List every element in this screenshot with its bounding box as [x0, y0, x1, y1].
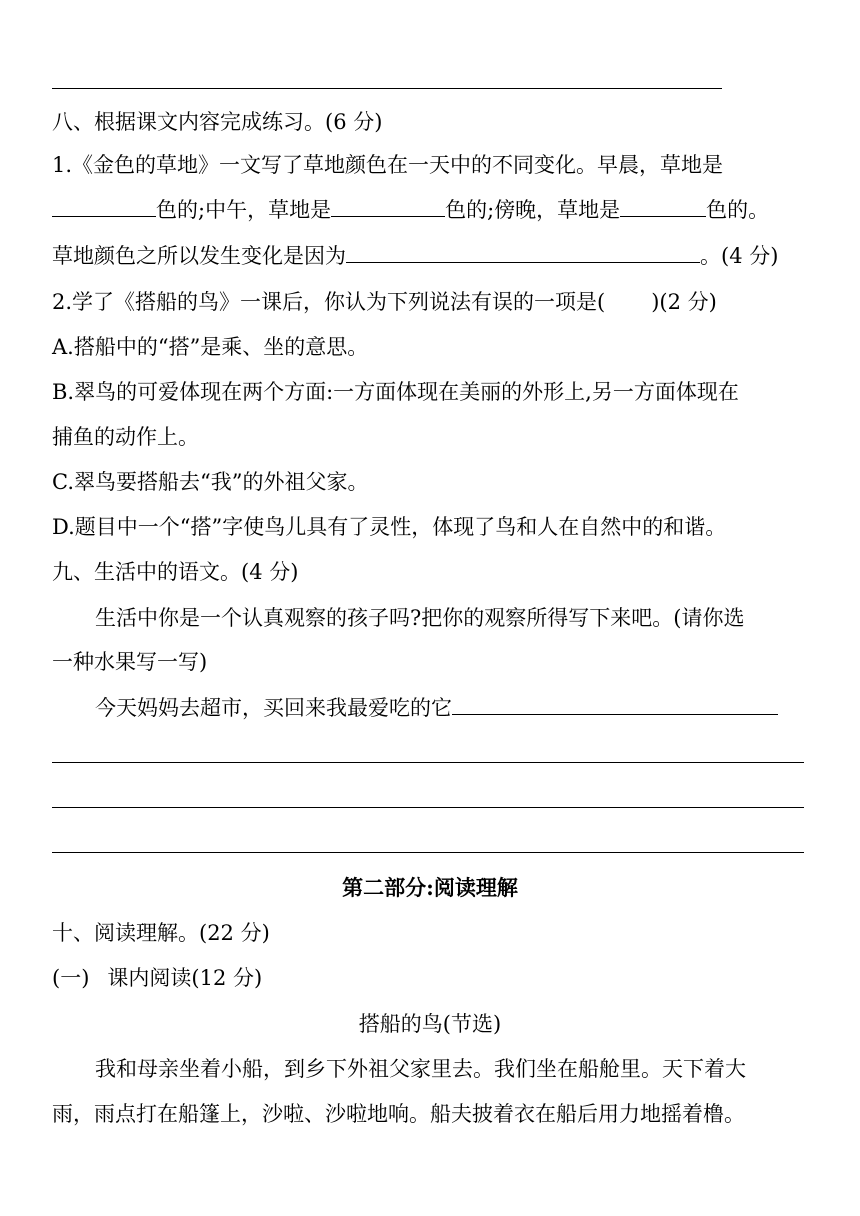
section-9-writing-start	[95, 694, 778, 722]
q2-stem-b: )(2 分)	[651, 290, 717, 314]
q2-stem-a: 2.学了《搭船的鸟》一课后，你认为下列说法有误的一项是(	[52, 290, 606, 314]
q1-part2: 色的;傍晚，草地是	[445, 198, 621, 222]
q1-line3b: 。(4 分)	[700, 244, 779, 268]
part-2-title: 第二部分:阅读理解	[342, 875, 518, 900]
blank-noon-color[interactable]	[331, 196, 445, 217]
q1-part1: 色的;中午，草地是	[156, 198, 332, 222]
q1-line3	[52, 242, 778, 270]
q1-line2	[52, 196, 769, 224]
subsection-number: (一)	[52, 966, 90, 990]
subsection-1-heading	[52, 964, 262, 992]
writing-line-1[interactable]	[52, 762, 804, 763]
writing-line-2[interactable]	[52, 807, 804, 808]
section-9-prompt-line1: 生活中你是一个认真观察的孩子吗?把你的观察所得写下来吧。(请你选	[95, 606, 745, 630]
blank-evening-color[interactable]	[620, 196, 706, 217]
passage-para-line1: 我和母亲坐着小船，到乡下外祖父家里去。我们坐在船舱里。天下着大	[95, 1057, 746, 1081]
q2-option-c: C.翠鸟要搭船去“我”的外祖父家。	[52, 470, 369, 494]
q2-option-d: D.题目中一个“搭”字使鸟儿具有了灵性，体现了鸟和人在自然中的和谐。	[52, 515, 727, 539]
section-9-heading: 九、生活中的语文。(4 分)	[52, 560, 299, 584]
writing-blank-first[interactable]	[452, 694, 778, 715]
q1-line1: 1.《金色的草地》一文写了草地颜色在一天中的不同变化。早晨，草地是	[52, 153, 724, 177]
writing-start-text: 今天妈妈去超市，买回来我最爱吃的它	[95, 696, 452, 720]
section-8-heading: 八、根据课文内容完成练习。(6 分)	[52, 110, 383, 134]
writing-line-3[interactable]	[52, 852, 804, 853]
q1-line3a: 草地颜色之所以发生变化是因为	[52, 244, 346, 268]
blank-morning-color[interactable]	[52, 196, 156, 217]
q1-part3: 色的。	[706, 198, 770, 222]
blank-reason[interactable]	[346, 242, 700, 263]
subsection-label: 课内阅读(12 分)	[107, 966, 263, 990]
answer-line-top[interactable]	[52, 88, 722, 89]
q2-option-b-line2: 捕鱼的动作上。	[52, 425, 199, 449]
section-10-heading: 十、阅读理解。(22 分)	[52, 921, 270, 945]
passage-title: 搭船的鸟(节选)	[358, 1012, 502, 1036]
q2-option-b-line1: B.翠鸟的可爱体现在两个方面:一方面体现在美丽的外形上,另一方面体现在	[52, 380, 739, 404]
q2-stem	[52, 288, 717, 316]
passage-para-line2: 雨，雨点打在船篷上，沙啦、沙啦地响。船夫披着衣在船后用力地摇着橹。	[52, 1102, 745, 1126]
q2-option-a: A.搭船中的“搭”是乘、坐的意思。	[52, 335, 369, 359]
section-9-prompt-line2: 一种水果写一写)	[52, 650, 208, 674]
